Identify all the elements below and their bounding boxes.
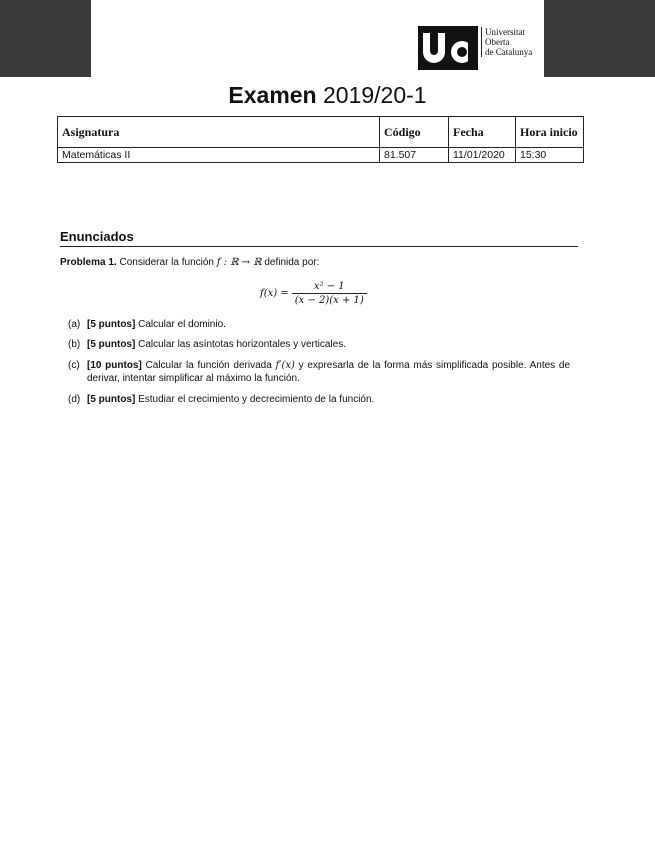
problem-label: Problema 1. [60, 257, 117, 268]
header-codigo: Código [380, 117, 449, 148]
item-text: Calcular la función derivada [145, 360, 272, 371]
function-signature: f : ℝ → ℝ [216, 257, 262, 268]
formula-denominator: (x − 2)(x + 1) [294, 295, 364, 306]
item-points: [10 puntos] [87, 360, 142, 371]
item-points: [5 puntos] [87, 319, 136, 330]
section-heading: Enunciados [60, 229, 578, 247]
header-fecha: Fecha [449, 117, 516, 148]
derivative-notation: f′(x) [275, 360, 295, 371]
list-item [68, 359, 570, 385]
item-label: (c) [68, 360, 80, 371]
table-header-row [58, 117, 584, 148]
item-points: [5 puntos] [87, 339, 136, 350]
list-item [68, 318, 570, 331]
uoc-logo-mark [418, 26, 478, 70]
problem-intro-end: definida por: [264, 257, 320, 268]
item-text: Estudiar el crecimiento y decrecimiento de la función. [138, 394, 375, 405]
cell-asignatura: Matemáticas II [58, 148, 380, 163]
right-margin-bar [544, 0, 655, 77]
cell-codigo: 81.507 [380, 148, 449, 163]
exam-title-period: 2019/20-1 [316, 82, 427, 108]
header-hora-inicio: Hora inicio [516, 117, 584, 148]
list-item [68, 338, 570, 351]
item-label: (d) [68, 394, 81, 405]
item-label: (a) [68, 319, 81, 330]
logo-line-1: Universitat [485, 27, 525, 37]
formula-numerator: x² − 1 [313, 281, 345, 292]
item-text: Calcular las asíntotas horizontales y verticales. [138, 339, 346, 350]
left-margin-bar [0, 0, 91, 77]
formula-fraction [292, 280, 367, 307]
formula-lhs: f(x) = [260, 288, 289, 299]
exam-title [0, 80, 655, 110]
item-label: (b) [68, 339, 81, 350]
table-row [58, 148, 584, 163]
logo-line-2: Oberta [485, 37, 510, 47]
problem-intro: Considerar la función [119, 257, 214, 268]
item-points: [5 puntos] [87, 394, 136, 405]
uoc-logo [418, 26, 532, 70]
logo-line-3: de Catalunya [485, 47, 533, 57]
function-formula [260, 280, 367, 307]
problem-statement [60, 256, 319, 270]
list-item [68, 393, 570, 406]
item-text: Calcular el dominio. [138, 319, 226, 330]
cell-fecha: 11/01/2020 [449, 148, 516, 163]
exam-info-table [57, 116, 584, 163]
cell-hora: 15:30 [516, 148, 584, 163]
exam-title-bold: Examen [228, 82, 317, 108]
item-text-continued: y expresarla de la forma más simplificada posible. Antes de derivar, intentar simplificar al máximo la función. [87, 360, 571, 384]
uoc-logo-text [481, 27, 532, 57]
header-asignatura: Asignatura [58, 117, 380, 148]
